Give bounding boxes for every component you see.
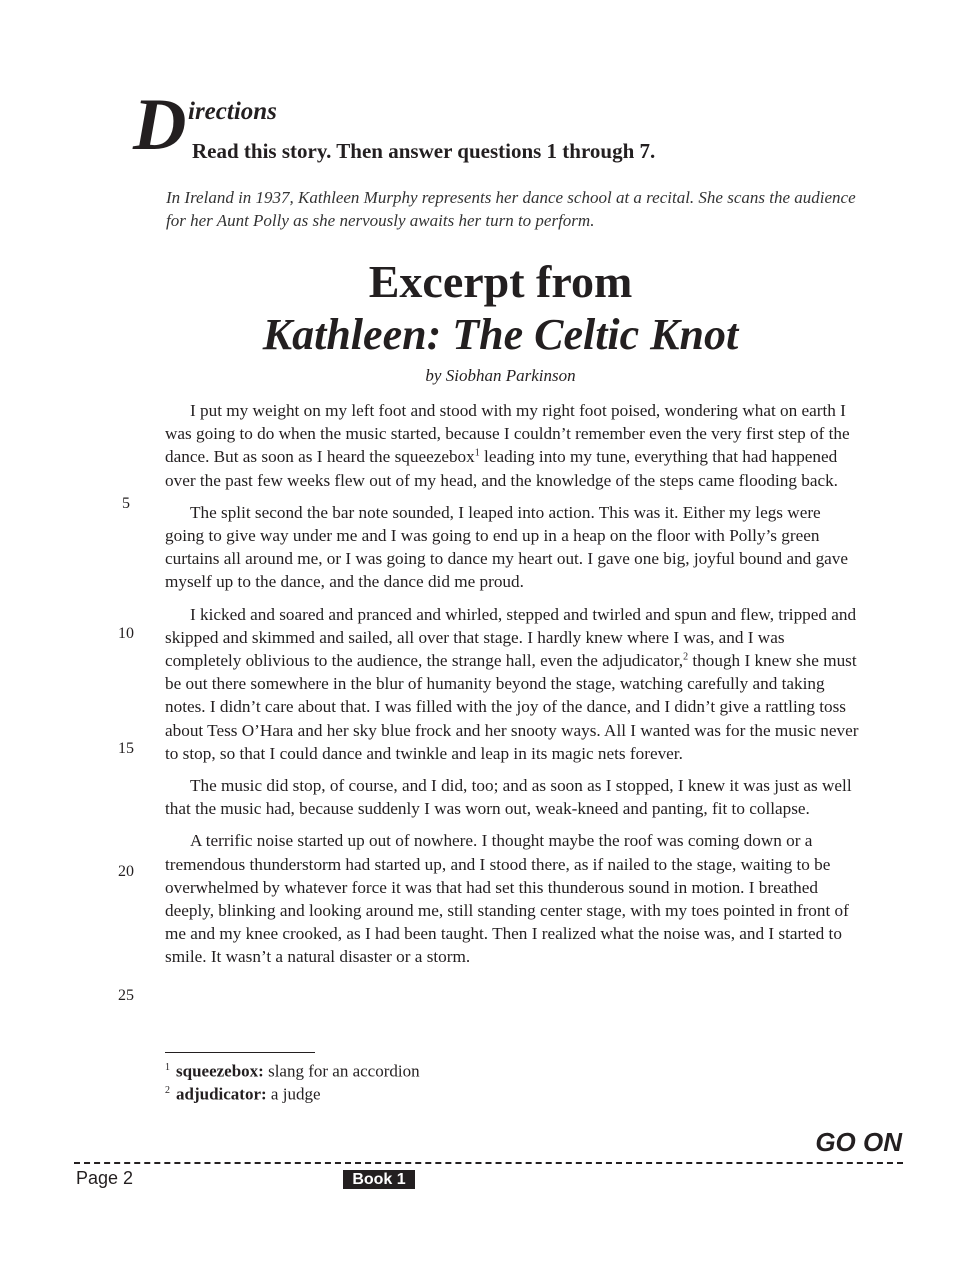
go-on-label: GO ON xyxy=(815,1127,902,1157)
passage xyxy=(165,399,861,978)
paragraph-5: A terrific noise started up out of nowhere. I thought maybe the roof was coming down or a tremendous thunderstorm had started up, and I stood there, as if nailed to the stage, waiting to be overwhelmed by whatever force it was that had set this thunderous sound in motion. I breathed deeply, blinking and looking around me, still standing center stage, with my toes pointed in front of me and my knee crooked, as I had been taught. Then I realized what the noise was, and I started to smile. It wasn’t a natural disaster or a storm. xyxy=(165,831,849,967)
paragraph-2: The split second the bar note sounded, I leaped into action. This was it. Either my legs were going to give way under me and I was going to end up in a heap on the floor with Polly’s green curtains all around me, or I was going to dance my heart out. I gave one big, joyful bound and gave myself up to the dance, and the dance did me proud. xyxy=(165,502,849,592)
line-number-25: 25 xyxy=(118,987,134,1004)
footer-divider xyxy=(74,1162,903,1164)
footnote-ref-2: 2 xyxy=(683,651,689,663)
directions-heading: irections xyxy=(188,98,277,125)
paragraph-3-text-b: though I knew she must be out there somewhere in the blur of humanity beyond the stage, watching carefully and taking notes. I didn’t care about that. I was filled with the joy of the dance, and I didn’t give a rattling toss about Tess O’Hara and her sky blue frock and her snooty ways. All I wanted was for the music never to stop, so that I could dance and twinkle and leap in its magic nets forever. xyxy=(165,651,859,763)
page-number: Page 2 xyxy=(76,1168,134,1188)
directions-initial: D xyxy=(133,84,185,166)
line-number-5: 5 xyxy=(122,495,130,512)
footnote-2 xyxy=(165,1079,321,1106)
line-number-20: 20 xyxy=(118,863,134,880)
paragraph-1 xyxy=(165,399,861,492)
paragraph-1-text-b: leading into my tune, everything that had happened over the past few weeks flew out of my head, and the knowledge of the steps came flooding back. xyxy=(165,447,838,490)
paragraph-3 xyxy=(165,603,861,765)
footnote-divider xyxy=(165,1052,315,1053)
footnote-2-mark: 2 xyxy=(165,1085,170,1096)
directions-instruction: Read this story. Then answer questions 1 through 7. xyxy=(192,139,656,163)
title-line-1: Excerpt from xyxy=(368,256,633,307)
paragraph-4: The music did stop, of course, and I did, too; and as soon as I stopped, I knew it was just as well that the music had, because suddenly I was worn out, weak-kneed and panting, fit to collapse. xyxy=(165,776,852,819)
footnote-1-mark: 1 xyxy=(165,1062,170,1073)
footnote-2-term: adjudicator: xyxy=(176,1084,267,1104)
intro-text: In Ireland in 1937, Kathleen Murphy represents her dance school at a recital. She scans the audience for her Aunt Polly as she nervously awaits her turn to perform. xyxy=(166,188,856,230)
footnote-2-definition: a judge xyxy=(266,1084,321,1104)
byline: by Siobhan Parkinson xyxy=(425,366,576,385)
title-line-2: Kathleen: The Celtic Knot xyxy=(262,310,739,359)
line-number-10: 10 xyxy=(118,625,134,642)
paragraph-3-text-a: I kicked and soared and pranced and whirled, stepped and twirled and spun and flew, tripped and skipped and skimmed and sailed, all over that stage. I hardly knew where I was, and I was completely oblivious to the audience, the strange hall, even the adjudicator, xyxy=(165,604,857,671)
footnote-1-term: squeezebox: xyxy=(176,1061,264,1081)
line-number-15: 15 xyxy=(118,740,134,757)
footnote-ref-1: 1 xyxy=(474,447,480,459)
book-badge: Book 1 xyxy=(343,1170,415,1189)
paragraph-1-text-a: I put my weight on my left foot and stood with my right foot poised, wondering what on earth I was going to do when the music started, because I couldn’t remember even the very first step of the dance. But as soon as I heard the squeezebox xyxy=(165,401,850,467)
footnote-1-definition: slang for an accordion xyxy=(263,1061,420,1081)
